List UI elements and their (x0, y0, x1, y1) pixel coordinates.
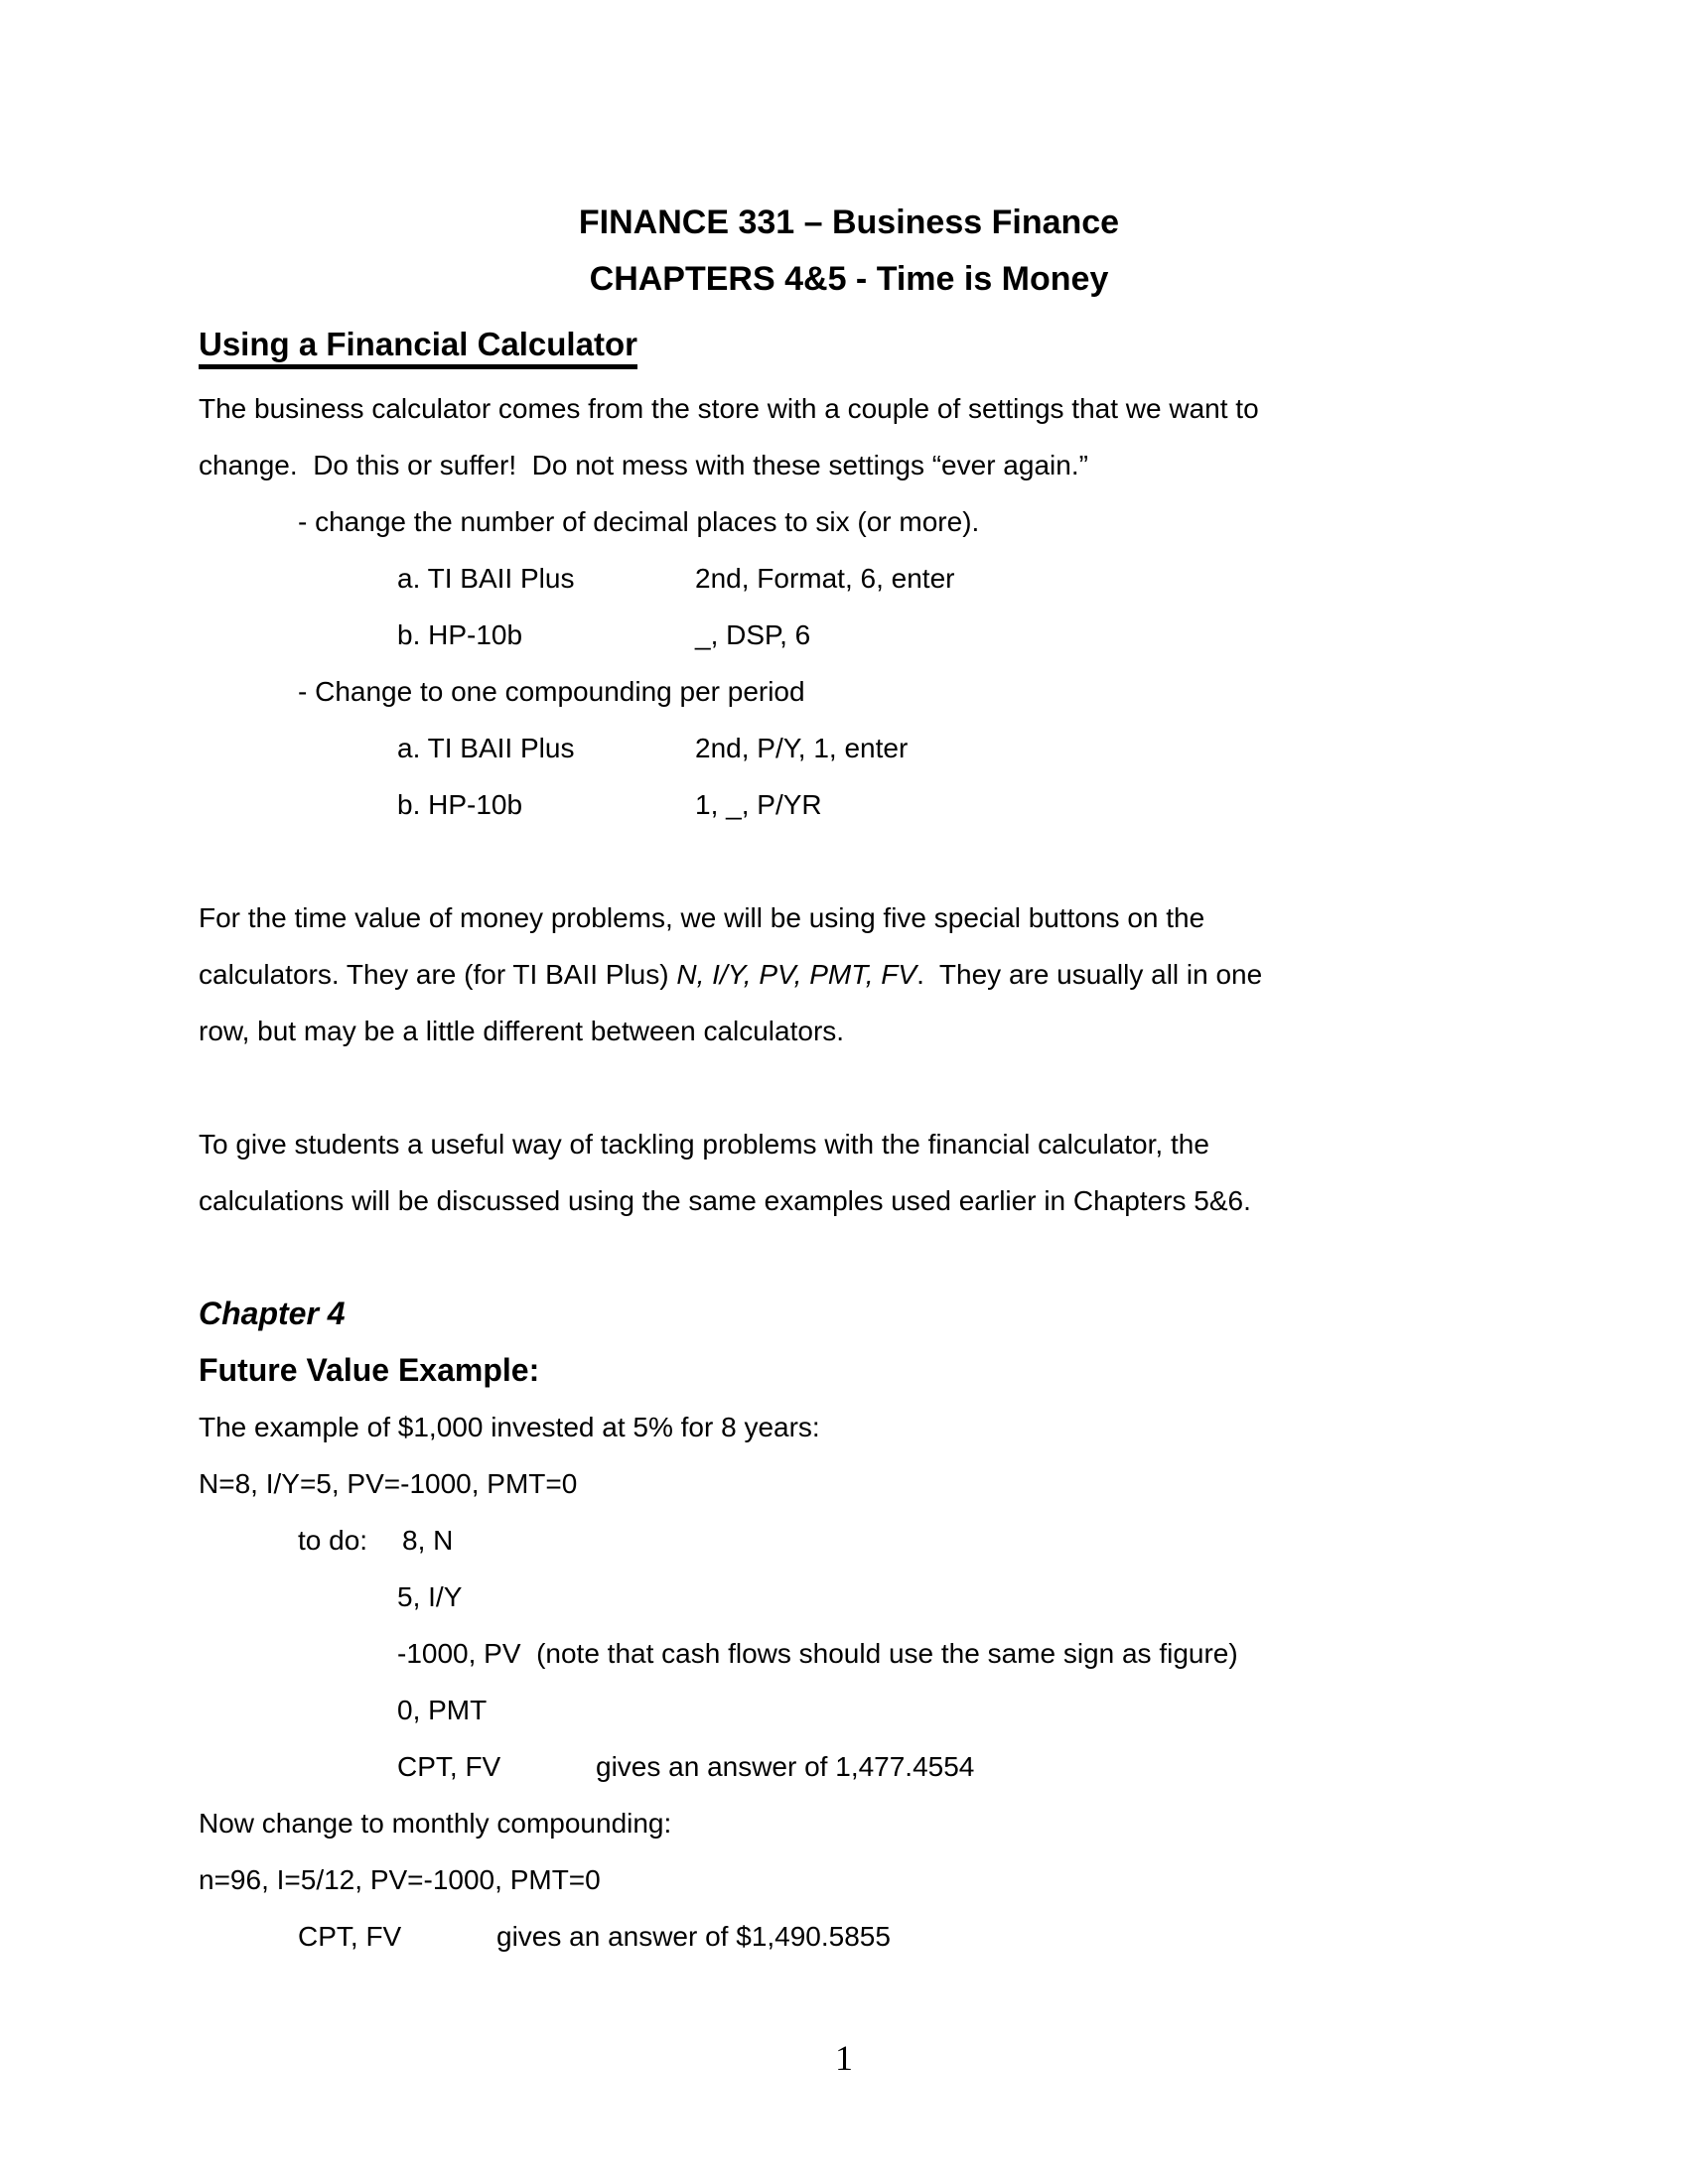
step-iy-row: 5, I/Y (397, 1581, 463, 1612)
compounding-hp-keys: 1, _, P/YR (695, 789, 822, 820)
blank-line (199, 1229, 1499, 1286)
monthly-compute-result: gives an answer of $1,490.5855 (496, 1921, 891, 1952)
monthly-compute-row (199, 1908, 1499, 1965)
page-number: 1 (835, 2038, 853, 2078)
doc-title-line1: FINANCE 331 – Business Finance (578, 204, 1120, 241)
intro-line2: change. Do this or suffer! Do not mess with these settings “ever again.” (199, 450, 1088, 480)
future-value-subheading: Future Value Example: (199, 1352, 540, 1388)
compute-result: gives an answer of 1,477.4554 (596, 1751, 975, 1782)
compute-keys: CPT, FV (397, 1751, 501, 1782)
decimal-ti-keys: 2nd, Format, 6, enter (695, 563, 955, 594)
step-n: 8, N (402, 1525, 454, 1556)
decimal-hp-keys: _, DSP, 6 (695, 619, 811, 650)
buttons-para-line2-post: . They are usually all in one (916, 959, 1263, 990)
document-content (199, 195, 1499, 1965)
section-heading-row (199, 316, 1499, 372)
buttons-para-line2 (199, 946, 1499, 1003)
example-intro: The example of $1,000 invested at 5% for 8 years: (199, 1412, 820, 1442)
decimal-hp-row (199, 607, 1499, 663)
todo-row (199, 1512, 1499, 1569)
decimal-ti-label: a. TI BAII Plus (397, 563, 575, 594)
blank-line (199, 1059, 1499, 1116)
doc-title-line2: CHAPTERS 4&5 - Time is Money (589, 260, 1109, 298)
compounding-setting-item: - Change to one compounding per period (298, 676, 805, 707)
compounding-ti-keys: 2nd, P/Y, 1, enter (695, 733, 909, 763)
decimal-hp-label: b. HP-10b (397, 619, 523, 650)
intro-line1: The business calculator comes from the store with a couple of settings that we want to (199, 393, 1259, 424)
blank-line (199, 833, 1499, 889)
spacer (199, 308, 1499, 316)
decimal-setting-item: - change the number of decimal places to six (or more). (298, 506, 980, 537)
step-pmt-row: 0, PMT (397, 1695, 488, 1725)
approach-para-line1: To give students a useful way of tackling problems with the financial calculator, the (199, 1129, 1209, 1160)
section-heading: Using a Financial Calculator (199, 326, 637, 369)
monthly-intro: Now change to monthly compounding: (199, 1808, 672, 1839)
buttons-para-line1: For the time value of money problems, we will be using five special buttons on the (199, 902, 1205, 933)
monthly-inputs: n=96, I=5/12, PV=-1000, PMT=0 (199, 1864, 601, 1895)
todo-label: to do: (298, 1525, 368, 1556)
decimal-ti-row (199, 550, 1499, 607)
buttons-para-line2-keys: N, I/Y, PV, PMT, FV (676, 959, 917, 990)
monthly-compute-keys: CPT, FV (298, 1921, 402, 1952)
compute-row (199, 1738, 1499, 1795)
compounding-ti-row (199, 720, 1499, 776)
compounding-ti-label: a. TI BAII Plus (397, 733, 575, 763)
buttons-para-line3: row, but may be a little different between calculators. (199, 1016, 845, 1046)
chapter-heading: Chapter 4 (199, 1296, 346, 1331)
compounding-hp-row (199, 776, 1499, 833)
example-inputs: N=8, I/Y=5, PV=-1000, PMT=0 (199, 1468, 578, 1499)
approach-para-line2: calculations will be discussed using the same examples used earlier in Chapters 5&6. (199, 1185, 1251, 1216)
compounding-hp-label: b. HP-10b (397, 789, 523, 820)
step-pv-row: -1000, PV (note that cash flows should use the same sign as figure) (397, 1638, 1238, 1669)
buttons-para-line2-pre: calculators. They are (for TI BAII Plus) (199, 959, 677, 990)
